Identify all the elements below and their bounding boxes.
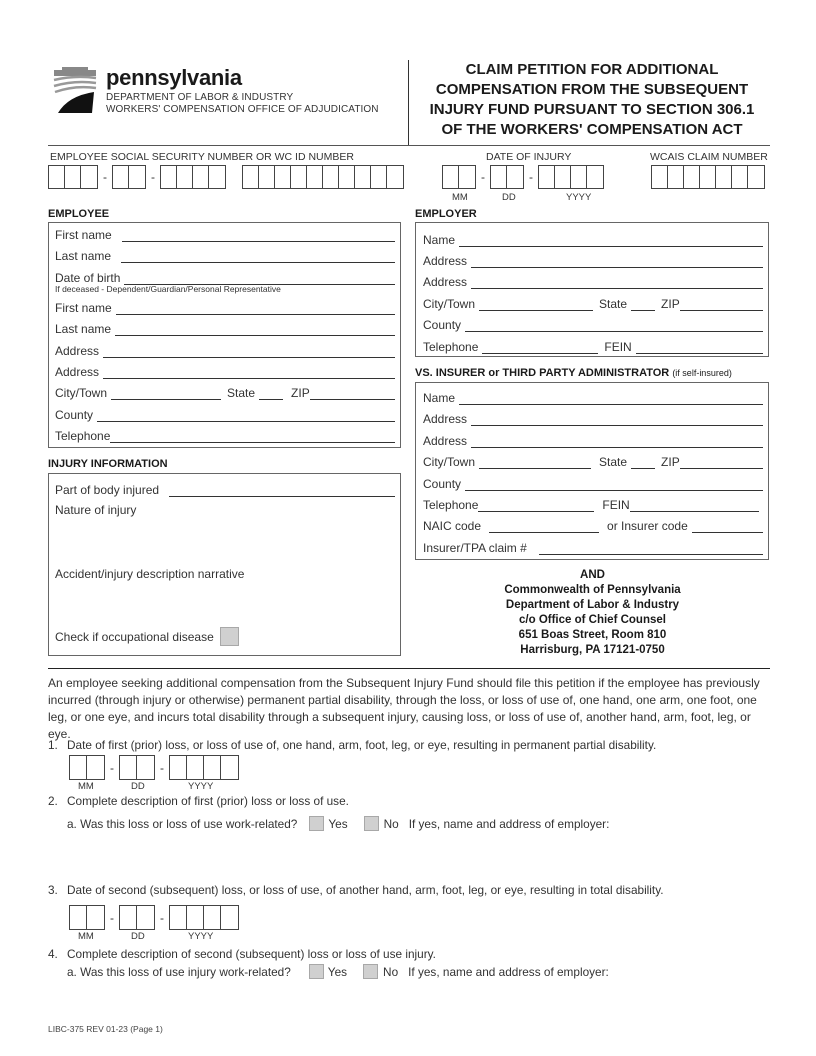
yyyy-label: YYYY [188, 931, 214, 942]
employer-address-1-field[interactable] [423, 252, 763, 268]
label: FEIN [602, 498, 630, 512]
dash: - [160, 910, 164, 925]
label: Last name [55, 249, 112, 263]
insurer-telephone-fein-field[interactable] [423, 496, 763, 512]
followup-label: If yes, name and address of employer: [408, 964, 609, 979]
question-4a [67, 964, 609, 979]
label: Address [423, 275, 468, 289]
and-line: Harrisburg, PA 17121-0750 [520, 644, 665, 656]
label: State [227, 386, 256, 400]
label: FEIN [604, 340, 632, 354]
deceased-note: If deceased - Dependent/Guardian/Personal Representative [55, 284, 281, 294]
fein-line[interactable] [630, 500, 759, 512]
label: Date of birth [55, 271, 121, 285]
doi-year[interactable] [538, 165, 604, 189]
doi-day[interactable] [490, 165, 524, 189]
telephone-line[interactable] [482, 342, 598, 354]
department-name [106, 92, 379, 116]
label: First name [55, 228, 112, 242]
q1-year[interactable] [169, 755, 239, 780]
dash: - [103, 170, 107, 184]
ssn-part-3[interactable] [160, 165, 226, 189]
q1-date-input[interactable] [69, 755, 239, 780]
date-of-injury-input[interactable] [442, 165, 604, 189]
followup-label: If yes, name and address of employer: [408, 816, 610, 831]
insurer-heading [415, 367, 732, 379]
title-line: COMPENSATION FROM THE SUBSEQUENT [435, 81, 749, 98]
label: or Insurer code [607, 519, 688, 533]
dash: - [529, 170, 533, 184]
q1-day[interactable] [119, 755, 155, 780]
employer-telephone-fein-field[interactable] [423, 338, 763, 354]
yyyy-label: YYYY [566, 192, 592, 203]
zip-line[interactable] [310, 388, 395, 400]
label: Address [423, 254, 468, 268]
label: Check if occupational disease [55, 629, 214, 644]
employee-heading: EMPLOYEE [48, 208, 110, 220]
date-of-injury-label: DATE OF INJURY [486, 151, 572, 163]
employee-telephone-field[interactable] [55, 427, 395, 443]
label: Address [55, 365, 100, 379]
ssn-label: EMPLOYEE SOCIAL SECURITY NUMBER OR WC ID NUMBER [50, 151, 354, 163]
dd-label: DD [131, 781, 145, 792]
mm-label: MM [78, 931, 94, 942]
question-3 [48, 883, 664, 897]
question-text: Date of second (subsequent) loss, or loss of use, of another hand, arm, foot, leg, or eye, resulting in total disability. [67, 883, 664, 897]
label: NAIC code [423, 519, 482, 533]
nature-of-injury-label: Nature of injury [55, 503, 137, 517]
label: ZIP [291, 386, 310, 400]
brand-name: pennsylvania [106, 65, 242, 90]
insurer-claim-number-field[interactable] [423, 539, 763, 555]
label: City/Town [55, 386, 108, 400]
employer-heading: EMPLOYER [415, 208, 477, 220]
mm-label: MM [78, 781, 94, 792]
label: State [599, 455, 628, 469]
narrative-label: Accident/injury description narrative [55, 567, 245, 581]
insurer-city-state-zip-field[interactable] [423, 453, 763, 469]
employee-last-name-field[interactable] [55, 247, 395, 263]
title-line: OF THE WORKERS' COMPENSATION ACT [441, 121, 743, 138]
label: Telephone [55, 429, 111, 443]
q3-date-input[interactable] [69, 905, 239, 930]
q3-date-part-labels [78, 931, 213, 942]
employer-county-field[interactable] [423, 316, 763, 332]
insurer-county-field[interactable] [423, 475, 763, 491]
label: City/Town [423, 297, 476, 311]
q4-description-input[interactable] [67, 982, 767, 1018]
title-line: CLAIM PETITION FOR ADDITIONAL [465, 61, 719, 78]
yes-label: Yes [328, 816, 348, 831]
label: Part of body injured [55, 483, 160, 497]
employee-city-state-zip-field[interactable] [55, 384, 395, 400]
question-1 [48, 738, 656, 752]
commonwealth-address [455, 568, 730, 658]
title-line: INJURY FUND PURSUANT TO SECTION 306.1 [429, 101, 755, 118]
yes-label: Yes [327, 964, 348, 979]
label: Address [55, 344, 100, 358]
label: County [423, 477, 462, 491]
and-line: c/o Office of Chief Counsel [519, 614, 666, 626]
city-line[interactable] [479, 299, 593, 311]
yyyy-label: YYYY [188, 781, 214, 792]
question-number: 4. [48, 947, 58, 961]
dash: - [110, 760, 114, 775]
question-text: a. Was this loss of use injury work-related? [67, 964, 291, 979]
city-line[interactable] [479, 457, 591, 469]
label: Name [423, 233, 456, 247]
header-divider [408, 60, 409, 145]
telephone-line[interactable] [478, 500, 594, 512]
dash: - [110, 910, 114, 925]
q2a-yes-checkbox[interactable] [309, 816, 324, 831]
label: County [55, 408, 94, 422]
insurer-heading-text: VS. INSURER or THIRD PARTY ADMINISTRATOR [415, 367, 670, 379]
question-text: Date of first (prior) loss, or loss of use of, one hand, arm, foot, leg, or eye, resulting in permanent partial disability. [67, 738, 657, 752]
dash: - [481, 170, 485, 184]
fein-line[interactable] [636, 342, 763, 354]
insurer-address-1-field[interactable] [423, 410, 763, 426]
employee-address-2-field[interactable] [55, 363, 395, 379]
employee-address-1-field[interactable] [55, 342, 395, 358]
mm-label: MM [452, 192, 468, 203]
wc-id-input[interactable] [242, 165, 404, 189]
question-text: a. Was this loss or loss of use work-related? [67, 816, 298, 831]
q4a-yes-checkbox[interactable] [309, 964, 324, 979]
q3-day[interactable] [119, 905, 155, 930]
section-rule [48, 668, 770, 669]
label: ZIP [661, 455, 680, 469]
employee-county-field[interactable] [55, 406, 395, 422]
part-of-body-field[interactable] [55, 481, 395, 497]
question-number: 1. [48, 738, 58, 752]
label: Telephone [423, 498, 479, 512]
dash: - [160, 760, 164, 775]
ssn-input[interactable] [48, 165, 226, 189]
label: ZIP [661, 297, 680, 311]
nature-of-injury-input[interactable] [55, 519, 395, 561]
and-line: AND [580, 569, 605, 581]
insurer-naic-field[interactable] [423, 517, 763, 533]
injury-heading: INJURY INFORMATION [48, 458, 168, 470]
label: First name [55, 301, 112, 315]
naic-line[interactable] [489, 521, 599, 533]
label: Address [423, 434, 468, 448]
occupational-disease-checkbox[interactable] [220, 627, 239, 646]
employer-name-field[interactable] [423, 231, 763, 247]
header-rule [48, 145, 770, 146]
insurer-heading-note: (if self-insured) [672, 368, 732, 378]
question-2a [67, 816, 609, 831]
insurer-code-line[interactable] [692, 521, 763, 533]
city-line[interactable] [111, 388, 221, 400]
ssn-part-2[interactable] [112, 165, 146, 189]
dd-label: DD [502, 192, 516, 203]
and-line: 651 Boas Street, Room 810 [518, 629, 667, 641]
label: State [599, 297, 628, 311]
doi-month[interactable] [442, 165, 476, 189]
question-text: Complete description of first (prior) loss or loss of use. [67, 794, 349, 808]
wcais-boxes[interactable] [651, 165, 765, 189]
q2-description-input[interactable] [67, 834, 767, 878]
rep-last-name-field[interactable] [55, 320, 395, 336]
and-line: Commonwealth of Pennsylvania [504, 584, 681, 596]
label: County [423, 318, 462, 332]
occupational-disease-row [55, 627, 239, 646]
question-2 [48, 794, 349, 808]
dash: - [151, 170, 155, 184]
no-label: No [383, 964, 399, 979]
q4a-no-checkbox[interactable] [363, 964, 378, 979]
question-4 [48, 947, 436, 961]
zip-line[interactable] [680, 457, 763, 469]
question-text: Complete description of second (subsequent) loss or loss of use injury. [67, 947, 436, 961]
intro-paragraph: An employee seeking additional compensation from the Subsequent Injury Fund should file this petition if the employee has previously incurred (through injury or otherwise) permanent partial disability, through the loss, or loss of use of, one hand, one arm, one foot, one leg, or one eye, and incurs total disability through a subsequent injury, causing loss, or loss of use of, another hand, arm, foot, leg, or eye. [48, 676, 760, 741]
narrative-input[interactable] [55, 583, 395, 623]
form-title [412, 60, 772, 140]
employee-first-name-field[interactable] [55, 226, 395, 242]
question-number: 3. [48, 883, 58, 897]
q2a-no-checkbox[interactable] [364, 816, 379, 831]
insurer-panel [415, 382, 769, 560]
q3-year[interactable] [169, 905, 239, 930]
label: Telephone [423, 340, 479, 354]
department-line-1: DEPARTMENT OF LABOR & INDUSTRY [106, 92, 294, 103]
label: Last name [55, 322, 112, 336]
insurer-name-field[interactable] [423, 389, 763, 405]
employer-city-state-zip-field[interactable] [423, 295, 763, 311]
wcais-claim-input[interactable] [651, 165, 765, 189]
rep-first-name-field[interactable] [55, 299, 395, 315]
label: Address [423, 412, 468, 426]
label: City/Town [423, 455, 476, 469]
wc-id-boxes[interactable] [242, 165, 404, 189]
zip-line[interactable] [680, 299, 763, 311]
and-line: Department of Labor & Industry [505, 599, 680, 611]
state-line[interactable] [631, 457, 655, 469]
wcais-label: WCAIS CLAIM NUMBER [650, 151, 768, 163]
question-number: 2. [48, 794, 58, 808]
label: Name [423, 391, 456, 405]
doi-part-labels [452, 192, 591, 203]
q1-month[interactable] [69, 755, 105, 780]
form-footer: LIBC-375 REV 01-23 (Page 1) [48, 1024, 163, 1034]
department-line-2: WORKERS' COMPENSATION OFFICE OF ADJUDICATION [106, 104, 379, 115]
employer-address-2-field[interactable] [423, 273, 763, 289]
dd-label: DD [131, 931, 145, 942]
employee-dob-field[interactable] [55, 269, 395, 285]
label: Insurer/TPA claim # [423, 541, 527, 555]
state-line[interactable] [259, 388, 283, 400]
pa-keystone-logo-icon [50, 66, 100, 116]
q1-date-part-labels [78, 781, 213, 792]
no-label: No [383, 816, 399, 831]
q3-month[interactable] [69, 905, 105, 930]
insurer-address-2-field[interactable] [423, 432, 763, 448]
ssn-part-1[interactable] [48, 165, 98, 189]
state-line[interactable] [631, 299, 655, 311]
